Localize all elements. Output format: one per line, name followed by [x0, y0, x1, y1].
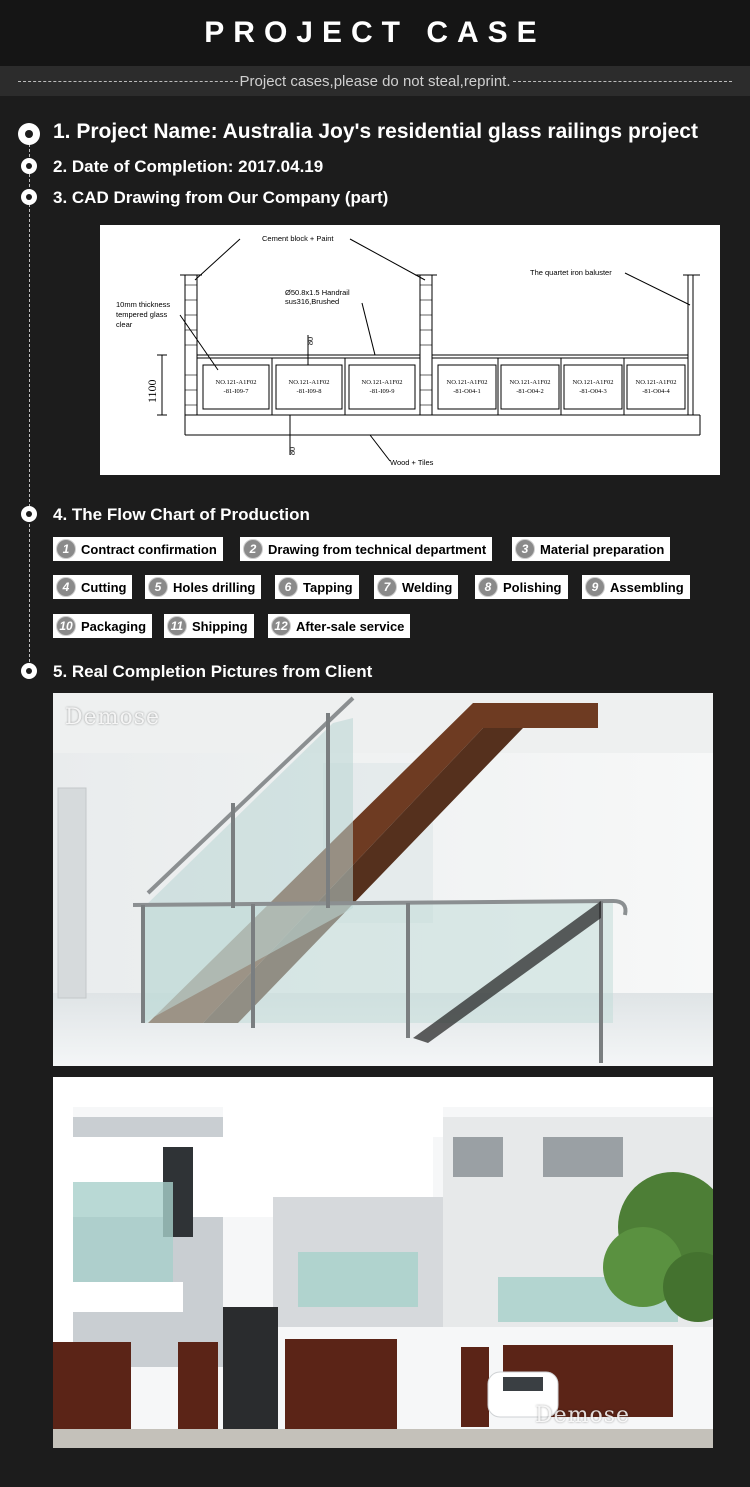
step-label: Welding: [402, 579, 453, 595]
bullet-icon: [21, 158, 37, 174]
flow-step: [240, 537, 492, 561]
flow-step: [374, 575, 458, 599]
step-label: Contract confirmation: [81, 541, 217, 557]
step-label: Material preparation: [540, 541, 665, 557]
cad-heading: 3. CAD Drawing from Our Company (part): [53, 188, 389, 207]
step-label: After-sale service: [296, 618, 405, 634]
panel-label: NO.121-A1F02: [635, 379, 677, 386]
panel-label: -81-O04-3: [579, 388, 607, 395]
flow-step: [145, 575, 261, 599]
bullet-icon: [18, 123, 40, 145]
glass-label-2: tempered glass: [116, 310, 168, 319]
flow-step: [53, 537, 223, 561]
panel-label: -81-O04-4: [642, 388, 670, 395]
panel-label: NO.121-A1F02: [215, 379, 257, 386]
step-number-badge: 5: [148, 577, 168, 597]
watermark-logo: Demose: [65, 705, 161, 730]
panel-label: -81-I09-9: [369, 388, 395, 395]
bullet-icon: [21, 506, 37, 522]
house-exterior-photo: [53, 1077, 713, 1448]
notice-bar: [0, 66, 750, 96]
height-dimension: 1100: [145, 379, 159, 403]
completion-date-heading: 2. Date of Completion: 2017.04.19: [53, 157, 324, 176]
handrail-label-1: Ø50.8x1.5 Handrail: [285, 288, 350, 297]
flow-step: [512, 537, 670, 561]
step-label: Drawing from technical department: [268, 541, 487, 557]
step-number-badge: 7: [377, 577, 397, 597]
cement-label: Cement block + Paint: [262, 234, 334, 243]
panel-label: -81-I09-8: [296, 388, 322, 395]
step-number-badge: 1: [56, 539, 76, 559]
panel-label: -81-O04-2: [516, 388, 544, 395]
flow-step: [53, 614, 152, 638]
step-label: Holes drilling: [173, 579, 256, 595]
copyright-notice: Project cases,please do not steal,reprint.: [239, 72, 511, 90]
step-label: Tapping: [303, 579, 353, 595]
flow-step: [268, 614, 410, 638]
panel-label: NO.121-A1F02: [509, 379, 551, 386]
step-number-badge: 4: [56, 577, 76, 597]
divider-right: [513, 81, 733, 82]
page-title: PROJECT CASE: [204, 16, 546, 49]
step-label: Packaging: [81, 618, 147, 634]
step-label: Polishing: [503, 579, 562, 595]
step-number-badge: 10: [56, 616, 76, 636]
gap-bottom-dimension: 80: [288, 447, 297, 455]
panel-label: NO.121-A1F02: [288, 379, 330, 386]
title-bar: [0, 0, 750, 66]
floor-label: Wood + Tiles: [390, 458, 434, 467]
divider-left: [18, 81, 238, 82]
glass-label-3: clear: [116, 320, 133, 329]
bullet-icon: [21, 663, 37, 679]
pictures-heading: 5. Real Completion Pictures from Client: [53, 662, 373, 681]
panel-label: NO.121-A1F02: [361, 379, 403, 386]
flow-step: [164, 614, 254, 638]
step-number-badge: 12: [271, 616, 291, 636]
step-label: Shipping: [192, 618, 248, 634]
panel-label: -81-I09-7: [223, 388, 249, 395]
flow-step: [582, 575, 690, 599]
glass-label-1: 10mm thickness: [116, 300, 171, 309]
handrail-label-2: sus316,Brushed: [285, 297, 340, 306]
cad-drawing: [100, 225, 720, 475]
panel-label: NO.121-A1F02: [446, 379, 488, 386]
stair-railing-photo: [53, 693, 713, 1066]
baluster-label: The quartet iron baluster: [530, 268, 612, 277]
step-number-badge: 11: [167, 616, 187, 636]
step-number-badge: 2: [243, 539, 263, 559]
step-number-badge: 6: [278, 577, 298, 597]
step-label: Assembling: [610, 579, 684, 595]
flow-step: [53, 575, 132, 599]
flow-heading: 4. The Flow Chart of Production: [53, 505, 310, 524]
project-name-heading: 1. Project Name: Australia Joy's residential glass railings project: [53, 120, 698, 143]
flow-step: [275, 575, 359, 599]
panel-label: -81-O04-1: [453, 388, 481, 395]
panel-label: NO.121-A1F02: [572, 379, 614, 386]
flow-step: [475, 575, 568, 599]
watermark-logo: Demose: [535, 1403, 631, 1428]
step-number-badge: 9: [585, 577, 605, 597]
bullet-icon: [21, 189, 37, 205]
step-label: Cutting: [81, 579, 127, 595]
step-number-badge: 8: [478, 577, 498, 597]
gap-top-dimension: 80: [306, 337, 315, 345]
timeline-line: [29, 134, 30, 672]
step-number-badge: 3: [515, 539, 535, 559]
